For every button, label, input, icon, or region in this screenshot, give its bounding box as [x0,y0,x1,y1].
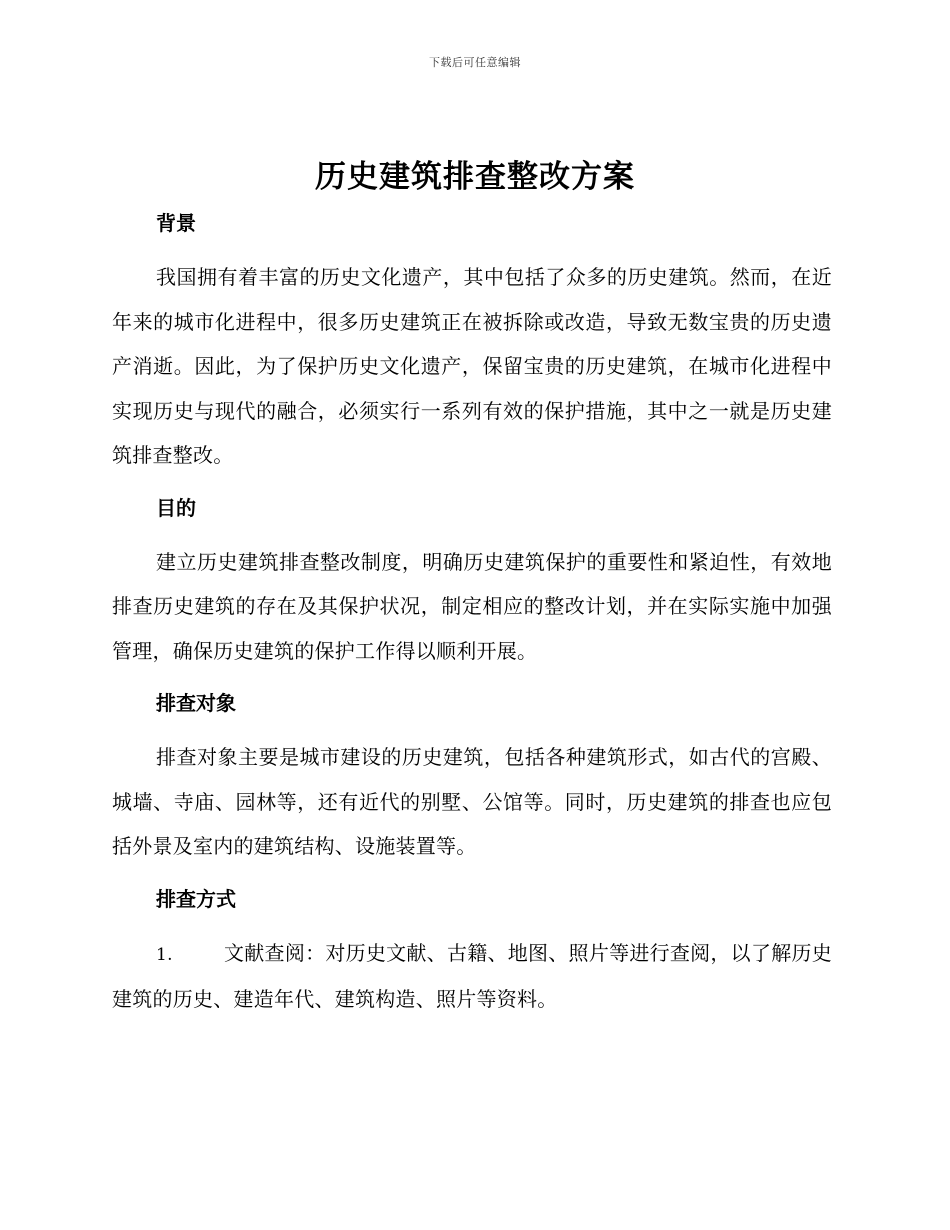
document-title: 历史建筑排查整改方案 [315,159,635,195]
section-paragraph: 建立历史建筑排查整改制度，明确历史建筑保护的重要性和紧迫性，有效地排查历史建筑的存在及其保护状况，制定相应的整改计划，并在实际实施中加强管理，确保历史建筑的保护工作得以顺利开展。 [112,549,832,663]
section-purpose [112,488,832,684]
section-inspection-methods [112,879,832,1022]
section-background [112,203,832,488]
section-heading: 排查对象 [156,691,236,715]
list-item [112,919,832,1022]
section-paragraph: 排查对象主要是城市建设的历史建筑，包括各种建筑形式，如古代的宫殿、城墙、寺庙、园林等，还有近代的别墅、公馆等。同时，历史建筑的排查也应包括外景及室内的建筑结构、设施装置等。 [112,745,832,858]
list-item-number: 1. [156,944,173,965]
section-heading: 目的 [156,495,196,520]
list-item-text: 文献查阅：对历史文献、古籍、地图、照片等进行查阅，以了解历史建筑的历史、建造年代、建筑构造、照片等资料。 [112,940,832,1011]
section-paragraph: 我国拥有着丰富的历史文化遗产，其中包括了众多的历史建筑。然而，在近年来的城市化进程中，很多历史建筑正在被拆除或改造，导致无数宝贵的历史遗产消逝。因此，为了保护历史文化遗产，保留宝贵的历史建筑，在城市化进程中实现历史与现代的融合，必须实行一系列有效的保护措施，其中之一就是历史建筑排查整改。 [112,265,832,467]
document-body [112,203,832,1022]
section-heading: 排查方式 [156,886,236,911]
header-note: 下载后可任意编辑 [429,56,521,69]
section-heading: 背景 [156,211,196,235]
section-inspection-targets [112,683,832,879]
